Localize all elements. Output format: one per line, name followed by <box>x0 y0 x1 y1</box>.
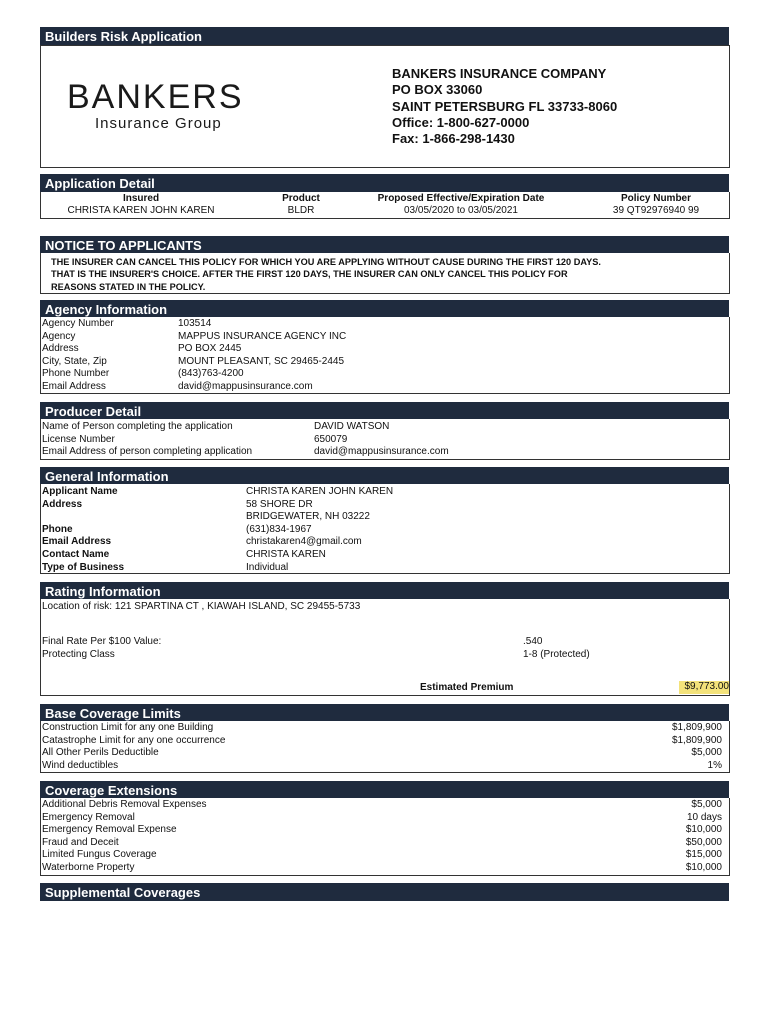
base-coverage-values <box>672 722 722 772</box>
extensions-bar <box>40 781 729 798</box>
company-address <box>392 66 617 147</box>
base-coverage-labels <box>42 722 225 772</box>
base-coverage-box <box>40 721 730 773</box>
col-date-header: Proposed Effective/Expiration Date <box>377 193 545 204</box>
extension-value: $10,000 <box>685 824 722 836</box>
coverage-label: Catastrophe Limit for any one occurrence <box>42 734 226 746</box>
address-line2-value: BRIDGEWATER, NH 03222 <box>246 511 370 523</box>
application-detail-bar <box>40 174 729 192</box>
rating-box <box>40 599 730 696</box>
producer-license-value: 650079 <box>314 433 348 445</box>
application-detail-title: Application Detail <box>45 176 155 191</box>
protecting-class-value: 1-8 (Protected) <box>523 649 590 660</box>
col-insured-value: CHRISTA KAREN JOHN KAREN <box>67 205 215 216</box>
general-labels <box>42 486 124 574</box>
header-title: Builders Risk Application <box>45 29 202 44</box>
col-insured-header: Insured <box>122 193 160 204</box>
extensions-values <box>686 799 722 875</box>
col-date-value: 03/05/2020 to 03/05/2021 <box>404 205 518 216</box>
agency-phone-value: (843)763-4200 <box>178 368 244 380</box>
agency-label: Agency <box>42 330 76 342</box>
bankers-logo <box>67 79 287 133</box>
agency-bar <box>40 300 729 317</box>
notice-line-2: THAT IS THE INSURER'S CHOICE. AFTER THE FIRST 120 DAYS, THE INSURER CAN ONLY CANCEL THIS POLICY FOR <box>51 269 568 280</box>
producer-email-value: david@mappusinsurance.com <box>314 446 449 458</box>
general-bar <box>40 467 729 484</box>
agency-label: Address <box>42 343 79 355</box>
agency-label: Agency Number <box>42 318 114 329</box>
agency-city-value: MOUNT PLEASANT, SC 29465-2445 <box>178 355 345 367</box>
col-policy-header: Policy Number <box>620 193 692 204</box>
producer-label: Email Address of person completing application <box>42 446 253 458</box>
coverage-label: All Other Perils Deductible <box>42 747 159 759</box>
company-fax: Fax: 1-866-298-1430 <box>392 131 515 147</box>
notice-text <box>51 256 601 293</box>
notice-box <box>40 253 730 294</box>
business-type-value: Individual <box>246 561 289 573</box>
header-bar <box>40 27 729 45</box>
notice-title: NOTICE TO APPLICANTS <box>45 238 202 253</box>
notice-line-3: REASONS STATED IN THE POLICY. <box>51 281 206 292</box>
extension-value: $15,000 <box>685 849 722 861</box>
general-label: Address <box>42 498 83 510</box>
col-policy-value: 39 QT92976940 99 <box>612 205 700 216</box>
general-label: Contact Name <box>42 548 110 560</box>
extension-label: Limited Fungus Coverage <box>42 849 157 861</box>
agency-number-value: 103514 <box>178 318 212 329</box>
estimated-premium-label: Estimated Premium <box>420 682 514 693</box>
company-city: SAINT PETERSBURG FL 33733-8060 <box>392 98 618 114</box>
coverage-label: Construction Limit for any one Building <box>42 722 214 733</box>
extension-label: Waterborne Property <box>42 861 135 873</box>
rating-bar <box>40 582 729 599</box>
extension-value: 10 days <box>686 811 722 823</box>
notice-line-1: THE INSURER CAN CANCEL THIS POLICY FOR WHICH YOU ARE APPLYING WITHOUT CAUSE DURING THE FIRST 120 DAYS. <box>51 257 601 267</box>
final-rate-value: .540 <box>523 636 543 647</box>
producer-title: Producer Detail <box>45 404 142 419</box>
col-product-value: BLDR <box>287 205 315 216</box>
agency-label: City, State, Zip <box>42 355 107 367</box>
producer-bar <box>40 402 729 419</box>
agency-email-value: david@mappusinsurance.com <box>178 380 313 392</box>
agency-address-value: PO BOX 2445 <box>178 343 242 355</box>
email-value: christakaren4@gmail.com <box>246 536 362 548</box>
general-label <box>42 511 124 524</box>
protecting-class-label: Protecting Class <box>42 649 115 660</box>
general-label: Phone <box>42 523 73 535</box>
logo-word: BANKERS <box>67 78 244 116</box>
extension-label: Fraud and Deceit <box>42 836 119 848</box>
producer-box <box>40 419 730 460</box>
coverage-label: Wind deductibles <box>42 759 119 771</box>
estimated-premium-value: $9,773.00 <box>679 681 729 694</box>
agency-box <box>40 317 730 394</box>
coverage-value: $1,809,900 <box>671 722 722 733</box>
extension-label: Emergency Removal <box>42 811 135 823</box>
extensions-box <box>40 798 730 876</box>
producer-label: License Number <box>42 433 115 445</box>
applicant-name-value: CHRISTA KAREN JOHN KAREN <box>246 486 394 497</box>
agency-labels <box>42 318 114 394</box>
producer-labels <box>42 421 252 459</box>
agency-label: Phone Number <box>42 368 110 380</box>
notice-bar <box>40 236 729 253</box>
final-rate-label: Final Rate Per $100 Value: <box>42 636 162 647</box>
logo-sub: Insurance Group <box>95 115 222 132</box>
producer-values <box>314 421 449 459</box>
company-po-box: PO BOX 33060 <box>392 82 483 98</box>
extension-value: $10,000 <box>685 861 722 873</box>
coverage-value: $5,000 <box>691 747 722 759</box>
extension-value: $5,000 <box>691 799 722 810</box>
producer-name-value: DAVID WATSON <box>314 421 390 432</box>
general-label: Applicant Name <box>42 486 118 497</box>
producer-label: Name of Person completing the application <box>42 421 233 432</box>
phone-value: (631)834-1967 <box>246 523 312 535</box>
company-box <box>40 45 730 168</box>
extension-label: Emergency Removal Expense <box>42 824 177 836</box>
rating-title: Rating Information <box>45 584 161 599</box>
extension-value: $50,000 <box>685 836 722 848</box>
company-office: Office: 1-800-627-0000 <box>392 114 530 130</box>
general-box <box>40 484 730 574</box>
company-name: BANKERS INSURANCE COMPANY <box>392 66 607 81</box>
col-product-header: Product <box>282 193 320 204</box>
extension-label: Additional Debris Removal Expenses <box>42 799 207 810</box>
agency-name-value: MAPPUS INSURANCE AGENCY INC <box>178 330 347 342</box>
general-values <box>246 486 393 574</box>
general-title: General Information <box>45 469 169 484</box>
extensions-title: Coverage Extensions <box>45 783 178 798</box>
general-label: Email Address <box>42 536 112 548</box>
address-line1-value: 58 SHORE DR <box>246 498 313 510</box>
supplemental-title: Supplemental Coverages <box>45 885 201 900</box>
agency-values <box>178 318 346 394</box>
agency-label: Email Address <box>42 380 106 392</box>
location-of-risk: Location of risk: 121 SPARTINA CT , KIAWAH ISLAND, SC 29455-5733 <box>42 601 361 612</box>
coverage-value: $1,809,900 <box>671 734 722 746</box>
extensions-labels <box>42 799 207 875</box>
contact-name-value: CHRISTA KAREN <box>246 548 326 560</box>
supplemental-bar <box>40 883 729 901</box>
coverage-value: 1% <box>707 759 722 771</box>
agency-title: Agency Information <box>45 302 168 317</box>
application-detail-box <box>40 192 730 219</box>
general-label: Type of Business <box>42 561 125 573</box>
base-coverage-title: Base Coverage Limits <box>45 706 181 721</box>
base-coverage-bar <box>40 704 729 721</box>
